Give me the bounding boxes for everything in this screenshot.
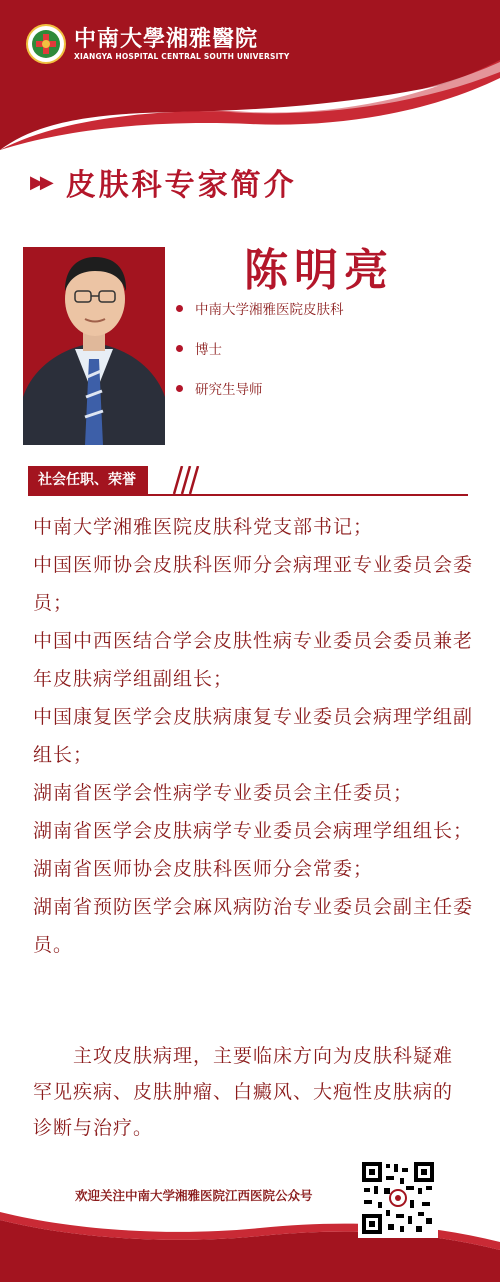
bullet-icon (176, 305, 183, 312)
logo-chinese-name: 中南大學湘雅醫院 (74, 26, 259, 52)
doctor-info-list (176, 298, 344, 418)
hospital-emblem-icon (26, 24, 66, 64)
list-item: 湖南省预防医学会麻风病防治专业委员会副主任委员。 (33, 896, 474, 956)
bullet-icon (176, 385, 183, 392)
list-item: 中国康复医学会皮肤病康复专业委员会病理学组副组长； (33, 706, 474, 766)
page-title: 皮肤科专家简介 (65, 168, 297, 203)
double-arrow-icon: ▶▶ (30, 171, 50, 193)
top-banner (0, 0, 500, 150)
honors-list (33, 508, 473, 964)
list-item (176, 338, 344, 358)
logo-english-name: XIANGYA HOSPITAL CENTRAL SOUTH UNIVERSITY (74, 52, 290, 61)
bullet-icon (176, 345, 183, 352)
clinical-focus-text: 主攻皮肤病理，主要临床方向为皮肤科疑难罕见疾病、皮肤肿瘤、白癜风、大疱性皮肤病的诊断与治疗。 (33, 1045, 454, 1139)
section-title (30, 160, 297, 204)
list-item: 中南大学湘雅医院皮肤科党支部书记； (33, 516, 374, 538)
list-item (176, 378, 344, 398)
doctor-photo (23, 247, 165, 445)
list-item: 湖南省医学会皮肤病学专业委员会病理学组组长； (33, 820, 474, 842)
qr-code-icon[interactable] (358, 1158, 438, 1238)
list-item: 中国医师协会皮肤科医师分会病理亚专业委员会委员； (33, 554, 474, 614)
list-item: 湖南省医师协会皮肤科医师分会常委； (33, 858, 374, 880)
doctor-info-text: 研究生导师 (195, 382, 263, 398)
list-item (176, 298, 344, 318)
list-item: 湖南省医学会性病学专业委员会主任委员； (33, 782, 414, 804)
honors-label: 社会任职、荣誉 (28, 466, 148, 494)
doctor-name: 陈明亮 (244, 245, 394, 296)
doctor-info-text: 中南大学湘雅医院皮肤科 (195, 302, 344, 318)
slash-decoration-icon (164, 466, 204, 494)
clinical-focus (33, 1038, 468, 1146)
follow-prompt: 欢迎关注中南大学湘雅医院江西医院公众号 (75, 1188, 313, 1203)
hospital-logo (26, 24, 290, 64)
doctor-info-text: 博士 (195, 342, 222, 358)
divider (28, 494, 468, 496)
honors-header (28, 466, 468, 496)
list-item: 中国中西医结合学会皮肤性病专业委员会委员兼老年皮肤病学组副组长； (33, 630, 474, 690)
